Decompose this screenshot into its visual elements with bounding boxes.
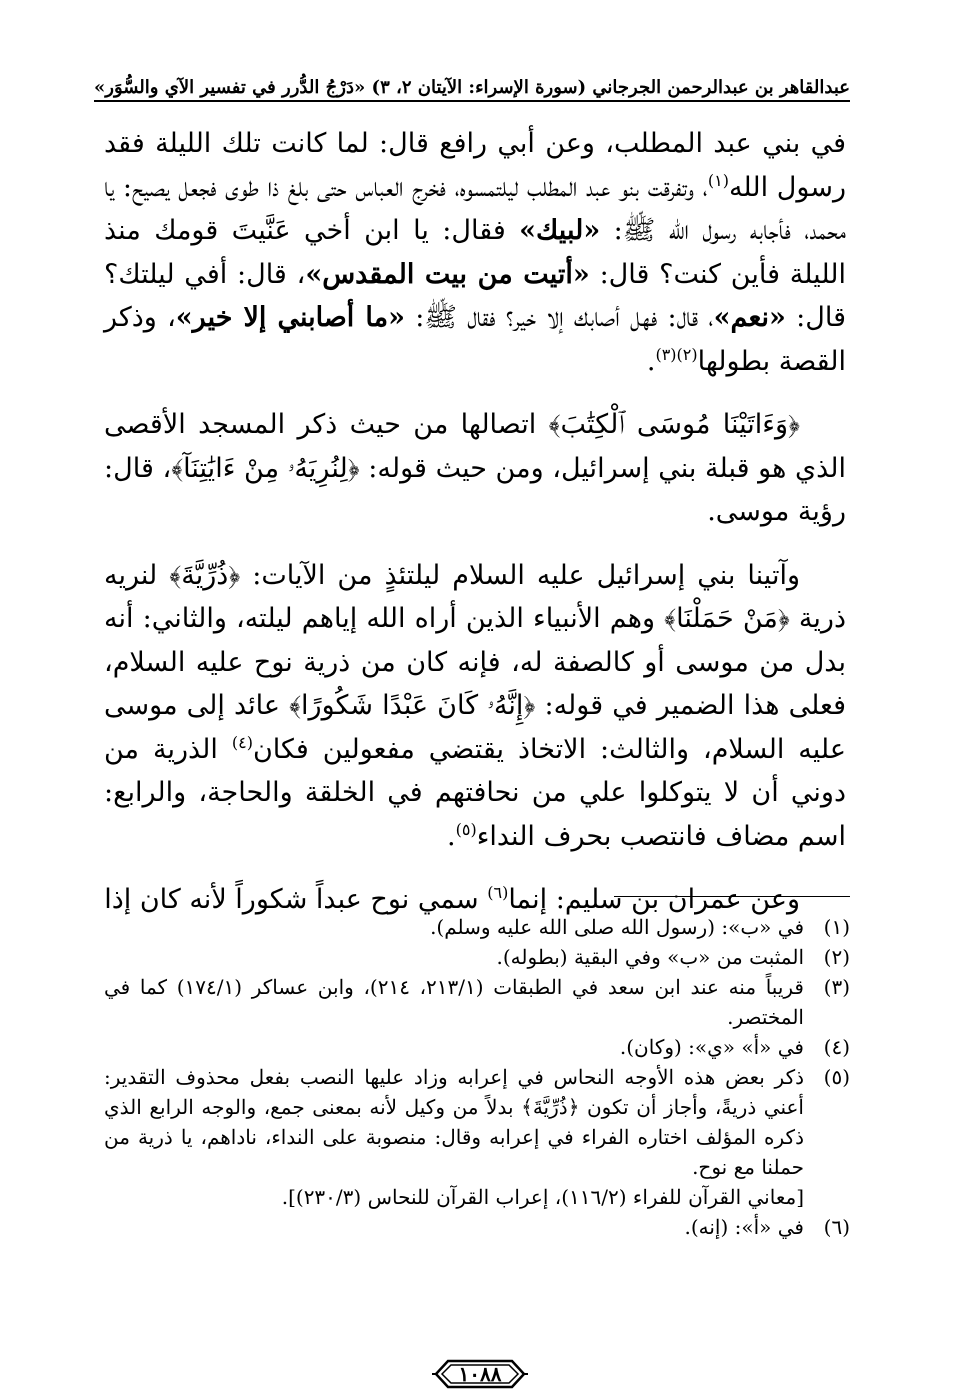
footnote-number	[804, 1182, 850, 1212]
footnote-number: (١)	[823, 915, 850, 939]
footnote	[104, 942, 850, 972]
header-surah: (سورة الإسراء: الآيتان ٢، ٣)	[371, 77, 587, 98]
text-run: الذرية من دوني أن لا يتوكلوا علي من نحافتهم في الخلقة والحاجة، والرابع: اسم مضاف فانتصب بحرف النداء	[104, 733, 846, 852]
footnote	[104, 1182, 850, 1212]
footnotes	[104, 912, 850, 1242]
body-paragraph	[104, 122, 846, 383]
quoted-speech: «لبيك»	[519, 215, 601, 246]
footnote-text: في «أ»: (إنه).	[684, 1215, 804, 1239]
header-author: عبدالقاهر بن عبدالرحمن الجرجاني	[592, 77, 850, 98]
text-run: ﴿وَءَاتَيْنَا مُوسَى ٱلْكِتَٰبَ﴾ اتصالها من حيث ذكر المسجد الأقصى الذي هو قبلة بني إسرائيل، ومن حيث قوله: ﴿لِنُرِيَهُۥ مِنْ ءَايَٰتِنَآ﴾، قال: رؤية موسى.	[104, 409, 846, 527]
footnote-reference: (١)	[707, 170, 729, 190]
text-run: وآتينا بني إسرائيل عليه السلام ليلتئذٍ من الآيات: ﴿ذُرِّيَّةَ﴾ لنريه ذرية ﴿مَنْ حَمَلْنَا﴾ وهم الأنبياء الذين أراه الله إياهم ليلته، والثاني: أنه بدل من موسى أو كالصفة له، فإنه كان من ذرية نوح عليه السلام، فعلى هذا الضمير في قوله: ﴿إِنَّهُۥ كَانَ عَبْدًا شَكُورًا﴾ عائد إلى موسى عليه السلام، والثالث: الاتخاذ يقتضي مفعولين فكان	[104, 559, 846, 765]
footnote-reference: (٢)(٣)	[655, 344, 698, 364]
footnote	[104, 1062, 850, 1182]
footnote-number: (٥)	[823, 1065, 850, 1089]
text-run: ، قال: أفي ليلتك؟ قال:	[104, 258, 846, 333]
running-header	[94, 58, 850, 104]
footnote-text: [معاني القرآن للفراء (١١٦/٢)، إعراب القرآن للنحاس (٢٣٠/٣)].	[281, 1185, 804, 1209]
quoted-speech: «نعم»	[713, 302, 786, 333]
header-book-title: «دَرْجُ الدُّرر في تفسير الآي والسُّوَر»	[94, 77, 366, 98]
footnote-text: في «ب»: (رسول الله صلى الله عليه وسلم).	[430, 915, 804, 939]
footnote-separator	[614, 896, 850, 897]
footnote-number: (٢)	[823, 945, 850, 969]
footnote-text: قريباً منه عند ابن سعد في الطبقات (٢١٣/١، ٢١٤)، وابن عساكر (١٧٤/١) كما في المختصر.	[104, 975, 804, 1029]
page-number-ornament	[432, 1358, 528, 1390]
quoted-speech: «أتيت من بيت المقدس»	[305, 258, 590, 290]
footnote-reference: (٤)	[231, 732, 253, 752]
text-run: .	[646, 345, 656, 377]
text-run: وعن عمران بن سليم: إنما	[508, 884, 800, 915]
text-run: ، وذكر القصة بطولها	[104, 302, 846, 377]
footnote-text: المثبت من «ب» وفي البقية (بطوله).	[496, 945, 804, 969]
text-run: .	[447, 820, 456, 852]
text-run: سمي نوح عبداً شكوراً لأنه كان إذا	[104, 884, 488, 915]
footnote-text: ذكر بعض هذه الأوجه النحاس في إعرابه وزاد عليها النصب بفعل محذوف التقدير: أعني ذريةً، وأجاز أن تكون ﴿ذُرِّيَّةَ﴾ بدلاً من وكيل لأنه بمعنى جمع، والوجه الرابع الذي ذكره المؤلف اختاره الفراء في إعرابه وقال: منصوبة على النداء، ناداهم، يا ذرية من حملنا مع نوح.	[104, 1065, 804, 1179]
text-run: في بني عبد المطلب، وعن أبي رافع قال: لما كانت تلك الليلة فقد رسول الله	[104, 128, 846, 203]
footnote	[104, 1032, 850, 1062]
footnote-number: (٤)	[823, 1035, 850, 1059]
footnote-text: في «أ» «ي»: (وكان).	[619, 1035, 804, 1059]
main-text	[104, 122, 846, 942]
text-run: ، وتفرقت بنو عبد المطلب ليلتمسوه، فخرج العباس حتى بلغ ذا طوى فجعل يصيح: يا محمد، فأجابه رسول الله ﷺ:	[104, 171, 846, 246]
body-paragraph	[104, 554, 846, 859]
footnote	[104, 972, 850, 1032]
text-run: فقال: يا ابن أخي عَنَّيتَ قومك منذ الليلة فأين كنت؟ قال:	[104, 215, 846, 290]
text-run: ، قال: فهل أصابك إلا خير؟ فقال ﷺ:	[404, 302, 714, 333]
quoted-speech: «ما أصابني إلا خير»	[175, 302, 405, 333]
footnote	[104, 912, 850, 942]
footnote-number: (٦)	[823, 1215, 850, 1239]
footnote-reference: (٥)	[455, 819, 477, 839]
footnote-reference: (٦)	[487, 883, 509, 902]
page-number: ١٠٨٨	[458, 1362, 502, 1386]
header-rule	[94, 100, 850, 102]
footnote	[104, 1212, 850, 1242]
body-paragraph	[104, 403, 846, 534]
footnote-number: (٣)	[823, 975, 850, 999]
